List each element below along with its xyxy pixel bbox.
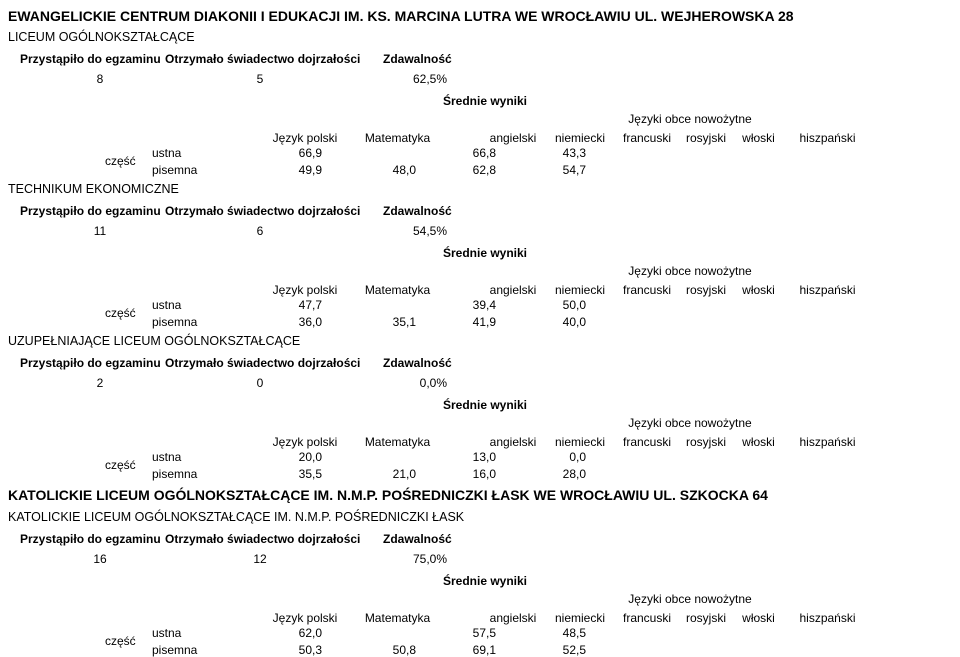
column-angielski: angielski [489,611,537,625]
header-otrzymalo: Otrzymało świadectwo dojrzałości [165,532,361,546]
column-jezyk-polski: Język polski [272,283,338,297]
column-angielski: angielski [489,435,537,449]
column-jezyk-polski: Język polski [272,131,338,145]
column-francuski: francuski [622,435,672,449]
organization-title: KATOLICKIE LICEUM OGÓLNOKSZTAŁCĄCE IM. N.M.P. POŚREDNICZKI ŁASK WE WROCŁAWIU UL. SZKOCKA 64 [8,487,768,503]
row-label-pisemna: pisemna [152,643,198,657]
ustna-angielski: 13,0 [472,450,496,464]
header-jezyki-obce: Języki obce nowożytne [628,592,752,606]
value-przystapilo: 16 [93,552,107,566]
header-srednie-wyniki: Średnie wyniki [442,398,528,412]
header-zdawalnosc: Zdawalność [383,356,452,370]
ustna-angielski: 57,5 [472,626,496,640]
column-rosyjski: rosyjski [685,131,726,145]
ustna-niemiecki: 48,5 [562,626,586,640]
row-label-pisemna: pisemna [152,163,198,177]
ustna-jezyk-polski: 62,0 [298,626,322,640]
pisemna-niemiecki: 40,0 [562,315,586,329]
value-zdawalnosc: 75,0% [412,552,447,566]
pisemna-angielski: 62,8 [472,163,496,177]
column-hiszpanski: hiszpański [799,611,856,625]
column-hiszpanski: hiszpański [799,283,856,297]
value-otrzymalo: 6 [256,224,264,238]
value-otrzymalo: 12 [253,552,267,566]
row-label-ustna: ustna [152,298,182,312]
column-francuski: francuski [622,283,672,297]
header-zdawalnosc: Zdawalność [383,532,452,546]
pisemna-jezyk-polski: 36,0 [298,315,322,329]
value-przystapilo: 11 [93,224,107,238]
value-zdawalnosc: 0,0% [419,376,447,390]
ustna-niemiecki: 50,0 [562,298,586,312]
pisemna-niemiecki: 28,0 [562,467,586,481]
value-przystapilo: 2 [96,376,104,390]
header-srednie-wyniki: Średnie wyniki [442,574,528,588]
ustna-jezyk-polski: 47,7 [298,298,322,312]
header-przystapilo: Przystąpiło do egzaminu [20,204,161,218]
header-otrzymalo: Otrzymało świadectwo dojrzałości [165,52,361,66]
header-zdawalnosc: Zdawalność [383,52,452,66]
header-otrzymalo: Otrzymało świadectwo dojrzałości [165,356,361,370]
pisemna-matematyka: 50,8 [392,643,416,657]
column-matematyka: Matematyka [364,283,431,297]
column-wloski: włoski [742,283,775,297]
column-hiszpanski: hiszpański [799,131,856,145]
column-rosyjski: rosyjski [685,435,726,449]
row-group-czesc: część [105,458,136,472]
school-name: LICEUM OGÓLNOKSZTAŁCĄCE [8,30,195,44]
ustna-niemiecki: 0,0 [569,450,586,464]
column-angielski: angielski [489,131,537,145]
pisemna-jezyk-polski: 50,3 [298,643,322,657]
column-wloski: włoski [742,131,775,145]
ustna-angielski: 39,4 [472,298,496,312]
column-jezyk-polski: Język polski [272,435,338,449]
column-francuski: francuski [622,611,672,625]
column-niemiecki: niemiecki [554,283,605,297]
column-jezyk-polski: Język polski [272,611,338,625]
column-niemiecki: niemiecki [554,611,605,625]
pisemna-matematyka: 21,0 [392,467,416,481]
row-group-czesc: część [105,154,136,168]
value-otrzymalo: 0 [256,376,264,390]
pisemna-angielski: 41,9 [472,315,496,329]
header-srednie-wyniki: Średnie wyniki [442,94,528,108]
value-zdawalnosc: 54,5% [412,224,447,238]
value-otrzymalo: 5 [256,72,264,86]
row-label-ustna: ustna [152,146,182,160]
pisemna-angielski: 16,0 [472,467,496,481]
header-jezyki-obce: Języki obce nowożytne [628,112,752,126]
header-przystapilo: Przystąpiło do egzaminu [20,52,161,66]
header-jezyki-obce: Języki obce nowożytne [628,416,752,430]
pisemna-jezyk-polski: 49,9 [298,163,322,177]
pisemna-niemiecki: 54,7 [562,163,586,177]
pisemna-jezyk-polski: 35,5 [298,467,322,481]
organization-title: EWANGELICKIE CENTRUM DIAKONII I EDUKACJI IM. KS. MARCINA LUTRA WE WROCŁAWIU UL. WEJHEROWSKA 28 [8,8,794,24]
header-srednie-wyniki: Średnie wyniki [442,246,528,260]
column-angielski: angielski [489,283,537,297]
row-group-czesc: część [105,634,136,648]
column-hiszpanski: hiszpański [799,435,856,449]
header-jezyki-obce: Języki obce nowożytne [628,264,752,278]
school-name: KATOLICKIE LICEUM OGÓLNOKSZTAŁCĄCE IM. N.M.P. POŚREDNICZKI ŁASK [8,510,465,524]
row-label-ustna: ustna [152,626,182,640]
column-wloski: włoski [742,435,775,449]
header-przystapilo: Przystąpiło do egzaminu [20,532,161,546]
column-rosyjski: rosyjski [685,283,726,297]
column-niemiecki: niemiecki [554,435,605,449]
column-matematyka: Matematyka [364,611,431,625]
column-matematyka: Matematyka [364,131,431,145]
header-zdawalnosc: Zdawalność [383,204,452,218]
column-wloski: włoski [742,611,775,625]
column-rosyjski: rosyjski [685,611,726,625]
pisemna-niemiecki: 52,5 [562,643,586,657]
column-francuski: francuski [622,131,672,145]
header-przystapilo: Przystąpiło do egzaminu [20,356,161,370]
pisemna-matematyka: 35,1 [392,315,416,329]
column-matematyka: Matematyka [364,435,431,449]
row-group-czesc: część [105,306,136,320]
header-otrzymalo: Otrzymało świadectwo dojrzałości [165,204,361,218]
column-niemiecki: niemiecki [554,131,605,145]
ustna-jezyk-polski: 66,9 [298,146,322,160]
school-name: UZUPEŁNIAJĄCE LICEUM OGÓLNOKSZTAŁCĄCE [8,334,301,348]
value-zdawalnosc: 62,5% [412,72,447,86]
ustna-niemiecki: 43,3 [562,146,586,160]
row-label-ustna: ustna [152,450,182,464]
pisemna-matematyka: 48,0 [392,163,416,177]
ustna-angielski: 66,8 [472,146,496,160]
school-name: TECHNIKUM EKONOMICZNE [8,182,179,196]
ustna-jezyk-polski: 20,0 [298,450,322,464]
pisemna-angielski: 69,1 [472,643,496,657]
row-label-pisemna: pisemna [152,315,198,329]
row-label-pisemna: pisemna [152,467,198,481]
value-przystapilo: 8 [96,72,104,86]
